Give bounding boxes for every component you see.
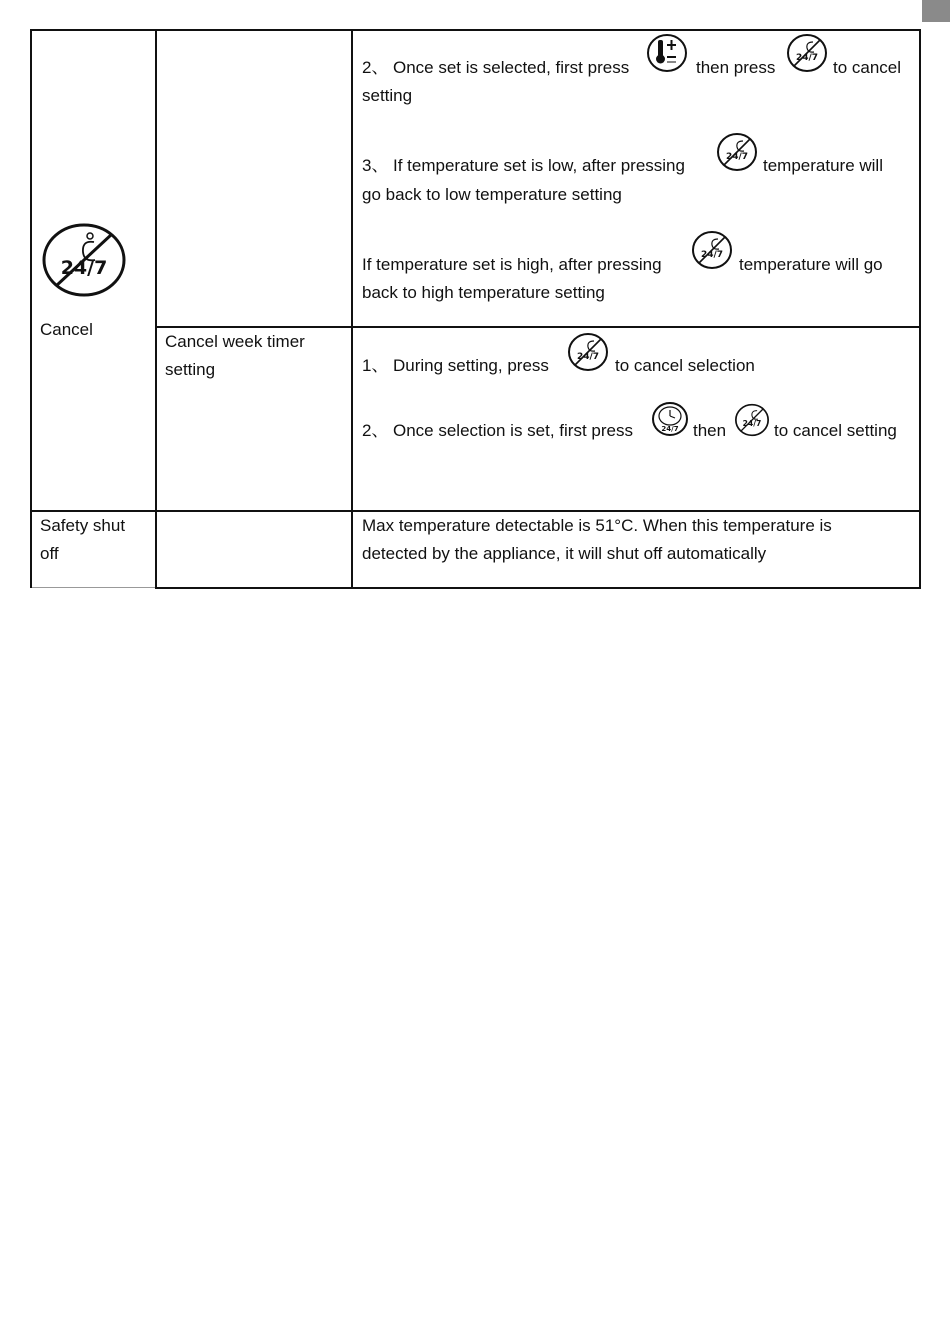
step2-line2: setting (362, 86, 413, 105)
step2-number: 2、 (362, 58, 389, 77)
step3-text-before: If temperature set is low, after pressing (393, 156, 685, 175)
cancel-247-small-icon (786, 33, 828, 73)
table-border-right (919, 29, 921, 588)
thermometer-plus-minus-icon (646, 33, 688, 73)
table-border-left (30, 29, 32, 588)
svg-text:24/7: 24/7 (795, 53, 819, 63)
svg-text:24/7: 24/7 (725, 152, 749, 162)
svg-text:24/7: 24/7 (742, 418, 762, 428)
column-divider-2 (351, 29, 353, 588)
step2-text-after: to cancel (833, 58, 902, 77)
high-line2: back to high temperature setting (362, 283, 605, 302)
step3-number: 3、 (362, 156, 389, 175)
safety-label-line1: Safety shut (40, 516, 126, 535)
week-step1-number: 1、 (362, 356, 389, 375)
week-timer-feature-line1: Cancel week timer (165, 332, 305, 351)
cancel-247-icon (42, 222, 126, 298)
svg-text:24/7: 24/7 (60, 257, 108, 279)
step2-text-mid: then press (696, 58, 776, 77)
week-timer-icon (651, 401, 689, 437)
table-border-top (30, 29, 921, 31)
svg-text:24/7: 24/7 (576, 352, 600, 362)
week-step2-number: 2、 (362, 421, 389, 440)
page-corner-tab (922, 0, 950, 22)
week-step1-text-after: to cancel selection (615, 356, 755, 375)
safety-label-line2: off (40, 544, 59, 563)
column-divider-1 (155, 29, 157, 588)
cancel-247-small-icon (734, 403, 770, 437)
step2-text-before: Once set is selected, first press (393, 58, 630, 77)
safety-desc-line1: Max temperature detectable is 51°C. When this temperature is (362, 516, 832, 535)
high-text-after: temperature will go (739, 255, 883, 274)
week-step1-text-before: During setting, press (393, 356, 549, 375)
cancel-247-small-icon (716, 132, 758, 172)
cancel-247-small-icon (691, 230, 733, 270)
svg-text:24/7: 24/7 (700, 250, 724, 260)
week-step2-text-after: to cancel setting (774, 421, 897, 440)
high-text-before: If temperature set is high, after pressing (362, 255, 662, 274)
table-border-bottom-left (30, 587, 155, 588)
week-step2-text-before: Once selection is set, first press (393, 421, 633, 440)
safety-desc-line2: detected by the appliance, it will shut off automatically (362, 544, 767, 563)
cancel-label: Cancel (40, 320, 93, 339)
step3-text-after: temperature will (763, 156, 883, 175)
week-timer-feature-line2: setting (165, 360, 216, 379)
cancel-247-small-icon (567, 332, 609, 372)
week-step2-text-mid: then (693, 421, 727, 440)
step3-line2: go back to low temperature setting (362, 185, 622, 204)
svg-text:24/7: 24/7 (661, 425, 679, 433)
table-border-bottom (155, 587, 921, 589)
